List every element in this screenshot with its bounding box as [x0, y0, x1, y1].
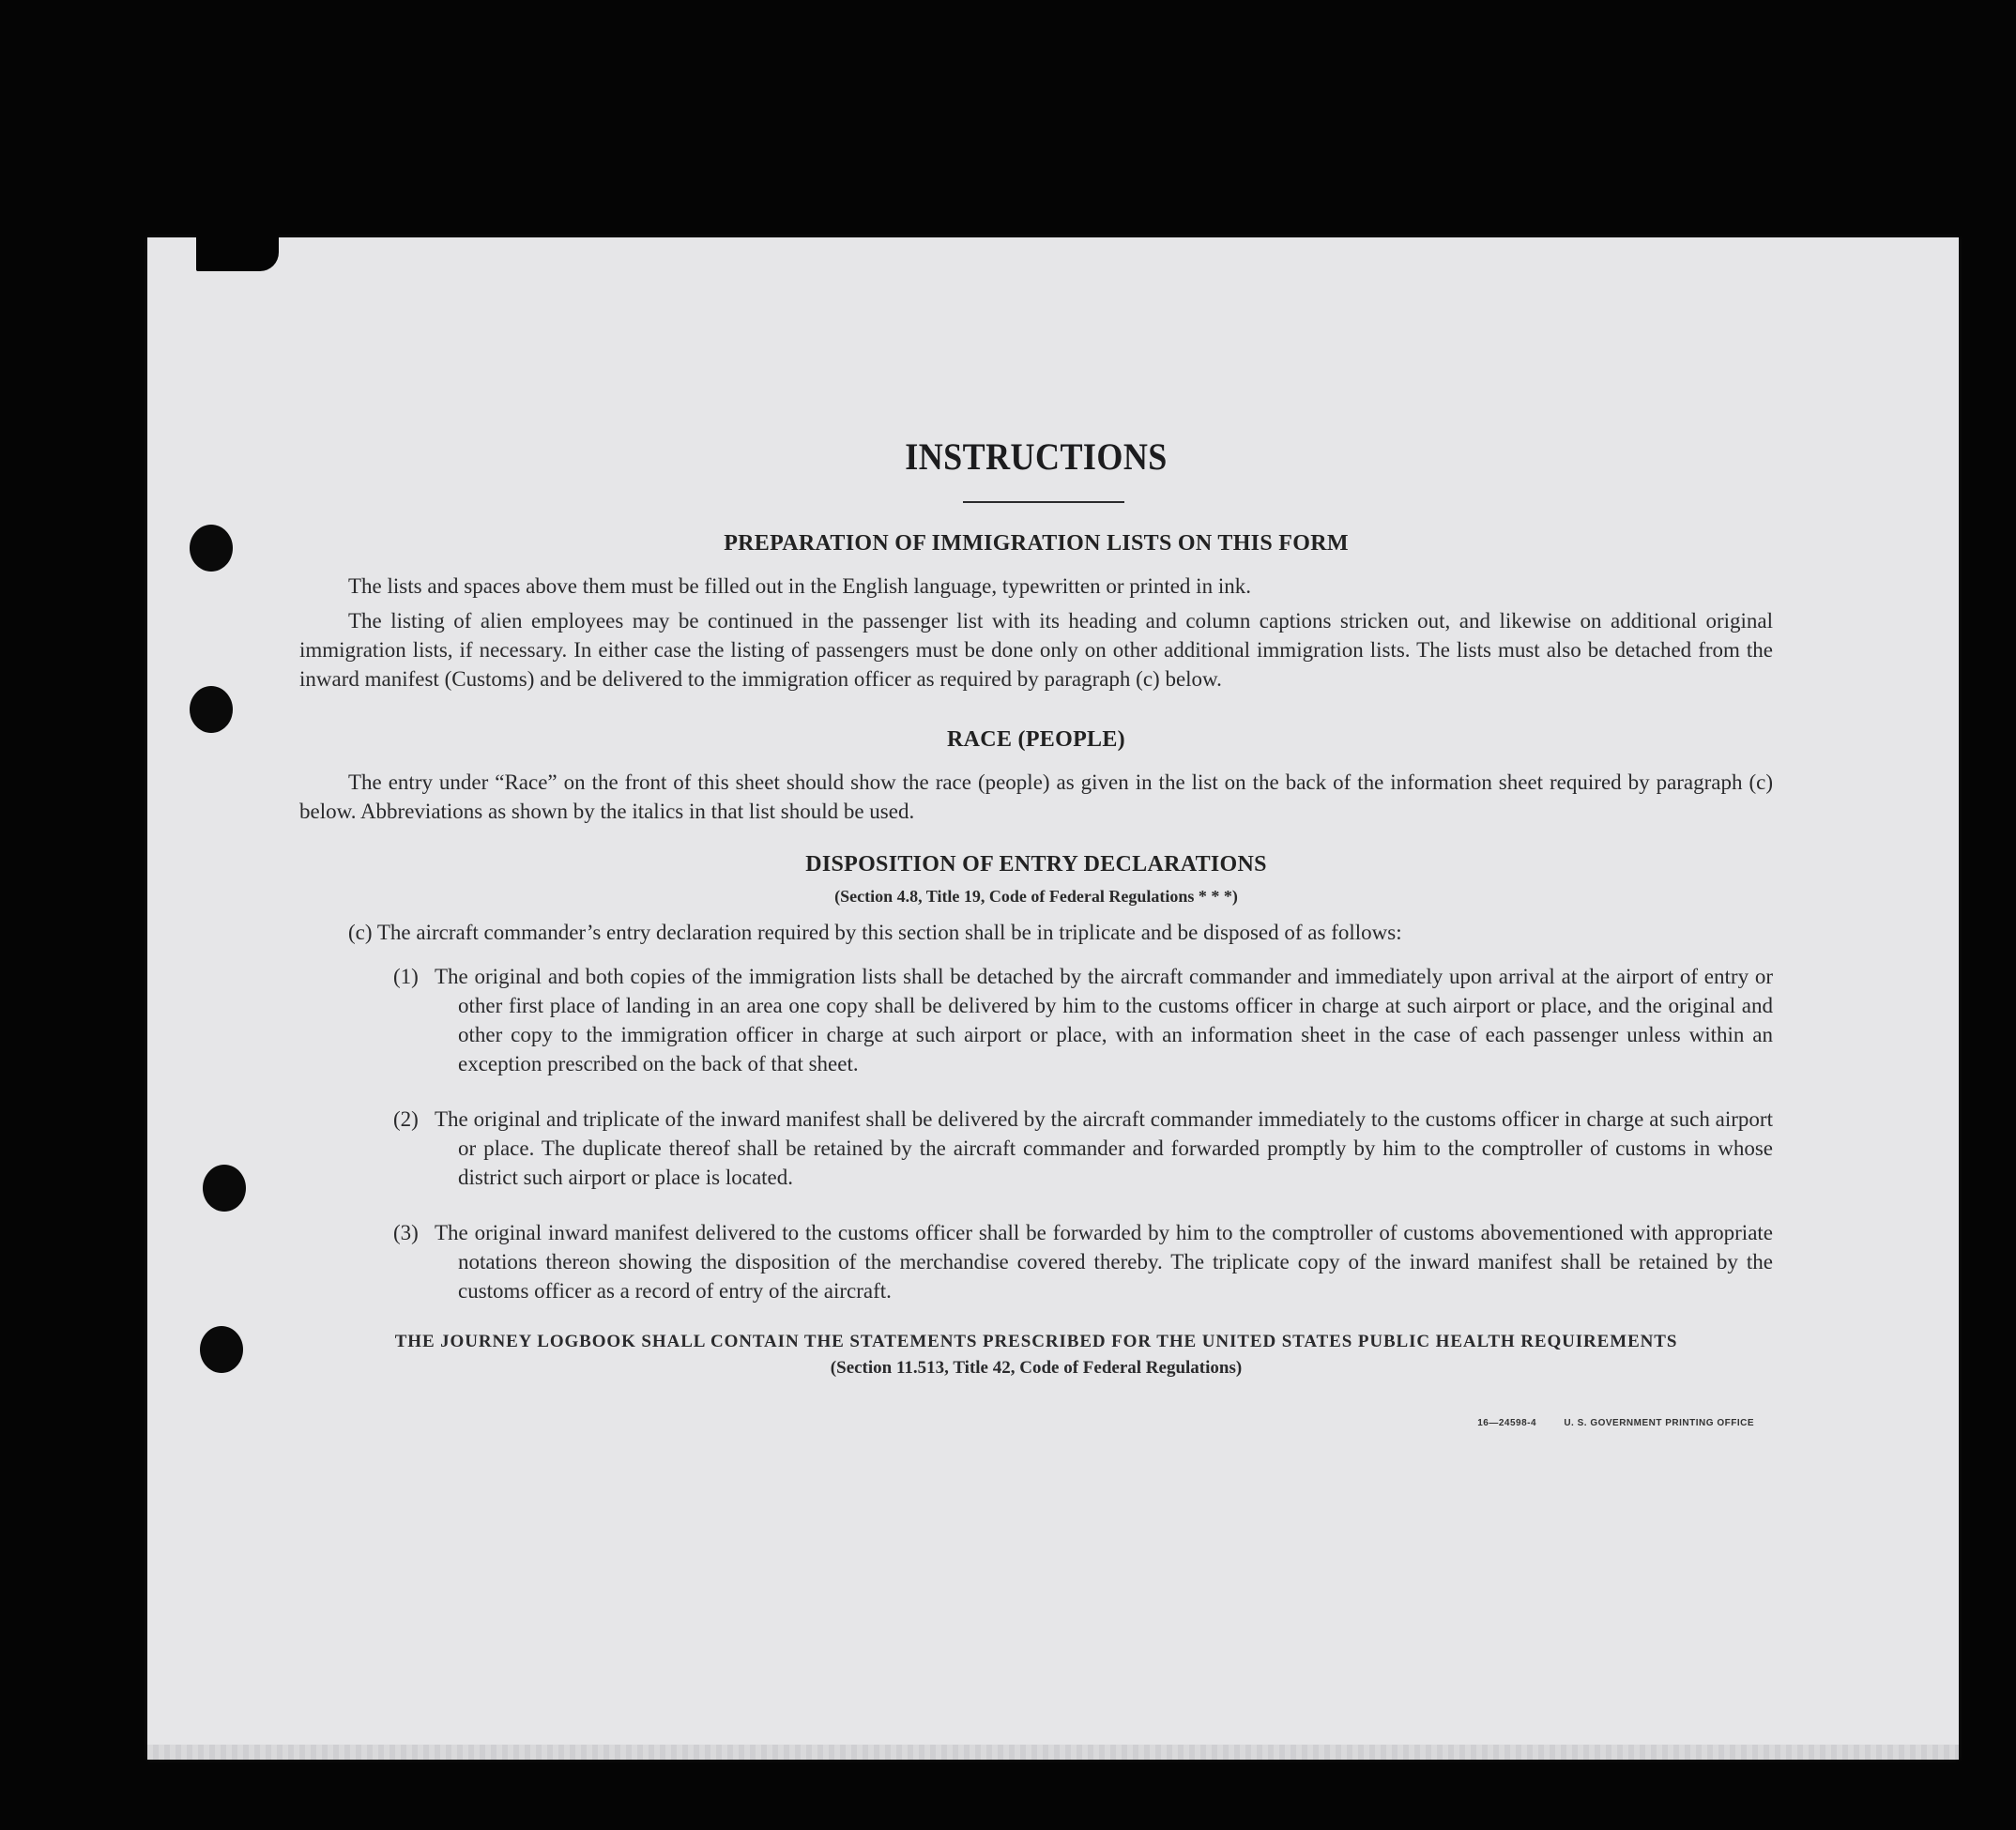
item-text: The original inward manifest delivered to the customs officer shall be forwarded by him to the comptroller of customs abovementioned with appropriate notations thereon showing the disposition of the merchandise covered thereby. The triplicate copy of the inward manifest shall be retained by the customs officer as a record of entry of the aircraft. [435, 1221, 1773, 1303]
disposition-citation: (Section 4.8, Title 19, Code of Federal Regulations * * *) [834, 887, 1238, 906]
sheet-bottom-edge [147, 1745, 1959, 1760]
title-rule [963, 501, 1124, 503]
printer-imprint [299, 1418, 1773, 1428]
torn-corner [196, 234, 279, 271]
imprint-code: 16—24598-4 [1477, 1418, 1537, 1428]
list-item [299, 962, 1773, 1078]
preparation-heading: PREPARATION OF IMMIGRATION LISTS ON THIS FORM [724, 531, 1349, 556]
disposition-lead [299, 918, 1773, 947]
item-number: (3) [393, 1221, 419, 1244]
paper-sheet [147, 237, 1959, 1760]
list-item [299, 1105, 1773, 1192]
punch-hole [200, 1326, 243, 1373]
race-heading: RACE (PEOPLE) [947, 727, 1125, 752]
item-number: (1) [393, 965, 419, 988]
punch-hole [203, 1165, 246, 1212]
punch-hole [190, 686, 233, 733]
list-item [299, 1218, 1773, 1305]
logbook-citation: (Section 11.513, Title 42, Code of Federal Regulations) [830, 1358, 1243, 1378]
imprint-office: U. S. GOVERNMENT PRINTING OFFICE [1564, 1418, 1754, 1428]
preparation-paragraph-1: The lists and spaces above them must be filled out in the English language, typewritten or printed in ink. [348, 574, 1251, 598]
lead-text: The aircraft commander’s entry declaration required by this section shall be in triplicate and be disposed of as follows: [376, 921, 1402, 944]
race-paragraph: The entry under “Race” on the front of this sheet should show the race (people) as given in the list on the back of the information sheet required by paragraph (c) below. Abbreviations as shown by the italics in that list should be used. [299, 770, 1773, 823]
lead-label: (c) [348, 921, 373, 944]
disposition-heading: DISPOSITION OF ENTRY DECLARATIONS [805, 852, 1267, 877]
item-number: (2) [393, 1107, 419, 1131]
item-text: The original and both copies of the immigration lists shall be detached by the aircraft commander and immediately upon arrival at the airport of entry or other first place of landing in an area one copy shall be delivered by him to the customs officer in charge at such airport or place, and the original and other copy to the immigration officer in charge at such airport or place, with an information sheet in the case of each passenger unless within an exception prescribed on the back of that sheet. [435, 965, 1773, 1075]
document-title: INSTRUCTIONS [905, 435, 1168, 478]
punch-hole [190, 525, 233, 572]
preparation-paragraph-2: The listing of alien employees may be continued in the passenger list with its heading and column captions stricken out, and likewise on additional original immigration lists, if necessary. In either case the listing of passengers must be done only on other additional immigration lists. The lists must also be detached from the inward manifest (Customs) and be delivered to the immigration officer as required by paragraph (c) below. [299, 609, 1773, 691]
logbook-heading: THE JOURNEY LOGBOOK SHALL CONTAIN THE STATEMENTS PRESCRIBED FOR THE UNITED STATES PUBLIC HEALTH REQUIREMENTS [394, 1332, 1678, 1351]
instructions-content [299, 435, 1773, 1428]
item-text: The original and triplicate of the inward manifest shall be delivered by the aircraft commander immediately to the customs officer in charge at such airport or place. The duplicate thereof shall be retained by the aircraft commander and forwarded promptly by him to the comptroller of customs in whose district such airport or place is located. [435, 1107, 1773, 1189]
